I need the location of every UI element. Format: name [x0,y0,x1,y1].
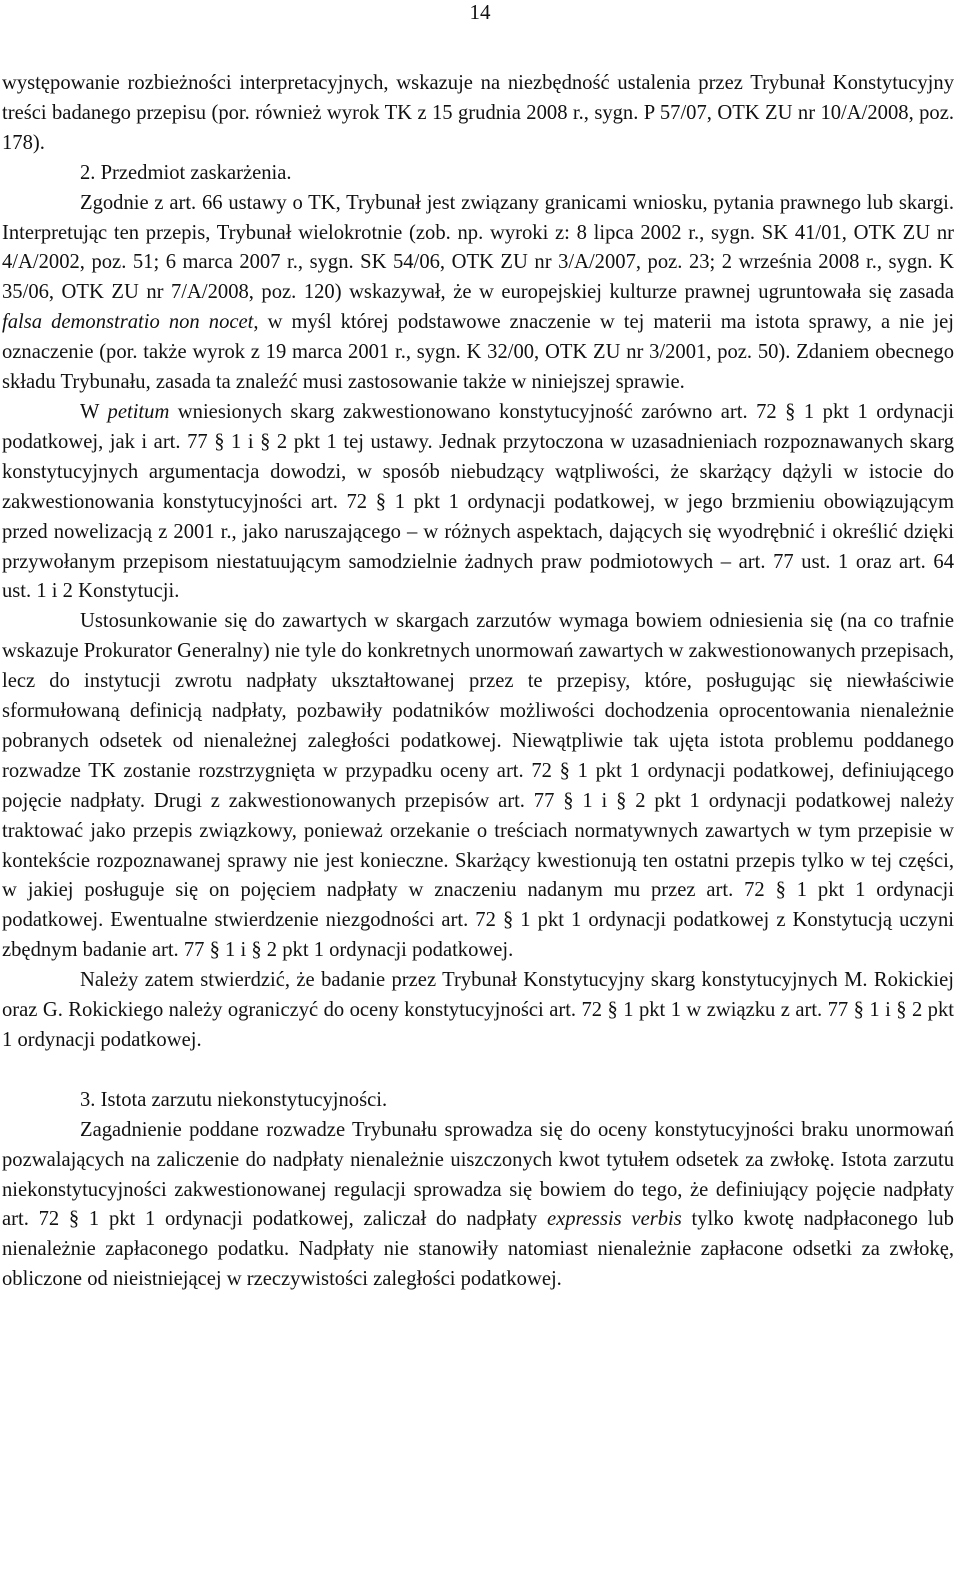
paragraph-4: Ustosunkowanie się do zawartych w skargach zarzutów wymaga bowiem odniesienia się (na co trafnie wskazuje Prokurator Generalny) nie tyle do konkretnych unormowań zawartych w zakwestionowanych przepisach, lecz do instytucji zwrotu nadpłaty ukształtowanej przez te przepisy, które, posługując się niewłaściwie sformułowaną definicją nadpłaty, pozbawiły podatników możliwości dochodzenia oprocentowania nienależnie pobranych odsetek od nienależnej zaległości podatkowej. Niewątpliwie tak ujęta istota problemu poddanego rozwadze TK zostanie rozstrzygnięta w przypadku oceny art. 72 § 1 pkt 1 ordynacji podatkowej, definiującego pojęcie nadpłaty. Drugi z zakwestionowanych przepisów art. 77 § 1 i § 2 pkt 1 ordynacji podatkowej należy traktować jako przepis związkowy, ponieważ orzekanie o treściach normatywnych zawartych w tym przepisie w kontekście rozpoznawanej sprawy nie jest konieczne. Skarżący kwestionują ten ostatni przepis tylko w tej części, w jakiej posługuje się on pojęciem nadpłaty w znaczeniu nadanym mu przez art. 72 § 1 pkt 1 ordynacji podatkowej. Ewentualne stwierdzenie niezgodności art. 72 § 1 pkt 1 ordynacji podatkowej z Konstytucją uczyni zbędnym badanie art. 77 § 1 i § 2 pkt 1 ordynacji podatkowej. [2,610,954,962]
section-heading-2: 2. Przedmiot zaskarżenia. [80,161,292,184]
paragraph-gap [2,1056,954,1086]
paragraph-1: występowanie rozbieżności interpretacyjnych, wskazuje na niezbędność ustalenia przez Trybunał Konstytucyjny treści badanego przepisu (por. również wyrok TK z 15 grudnia 2008 r., sygn. P 57/07, OTK ZU nr 10/A/2008, poz. 178). [2,72,954,154]
expressis-verbis-term: expressis verbis [546,1208,682,1231]
paragraph-2 [2,189,954,398]
document-body [2,69,954,1295]
latin-phrase: falsa demonstratio non nocet [2,311,254,334]
paragraph-3 [2,398,954,607]
paragraph-3-start: W [80,400,108,423]
section-heading-3: 3. Istota zarzutu niekonstytucyjności. [80,1088,388,1111]
paragraph-6 [2,1116,954,1295]
paragraph-2-end: , w myśl której podstawowe znaczenie w tej materii ma istota sprawy, a nie jej oznaczenie (por. także wyrok z 19 marca 2001 r., sygn. K 32/00, OTK ZU nr 3/2001, poz. 50). Zdaniem obecnego składu Trybunału, zasada ta znaleźć musi zastosowanie także w niniejszej sprawie. [2,311,954,394]
paragraph-6-end: tylko kwotę nadpłaconego lub nienależnie zapłaconego podatku. Nadpłaty nie stanowiły natomiast nienależnie zapłacone odsetki za zwłokę, obliczone od nieistniejącej w rzeczywistości zaległości podatkowej. [2,1208,954,1291]
paragraph-5: Należy zatem stwierdzić, że badanie przez Trybunał Konstytucyjny skarg konstytucyjnych M. Rokickiej oraz G. Rokickiego należy ograniczyć do oceny konstytucyjności art. 72 § 1 pkt 1 w związku z art. 77 § 1 i § 2 pkt 1 ordynacji podatkowej. [2,969,954,1051]
paragraph-2-text: Zgodnie z art. 66 ustawy o TK, Trybunał jest związany granicami wniosku, pytania prawnego lub skargi. Interpretując ten przepis, Trybunał wielokrotnie (zob. np. wyroki z: 8 lipca 2002 r., sygn. SK 41/01, OTK ZU nr 4/A/2002, poz. 51; 6 marca 2007 r., sygn. SK 54/06, OTK ZU nr 3/A/2007, poz. 23; 2 września 2008 r., sygn. K 35/06, OTK ZU nr 7/A/2008, poz. 120) wskazywał, że w europejskiej kulturze prawnej ugruntowała się zasada [2,191,954,304]
paragraph-3-end: wniesionych skarg zakwestionowano konstytucyjność zarówno art. 72 § 1 pkt 1 ordynacji podatkowej, jak i art. 77 § 1 i § 2 pkt 1 tej ustawy. Jednak przytoczona w uzasadnieniach rozpoznawanych skarg konstytucyjnych argumentacja dowodzi, w sposób niebudzący wątpliwości, że skarżący dążyli w istocie do zakwestionowania konstytucyjności art. 72 § 1 pkt 1 ordynacji podatkowej, w jego brzmieniu obowiązującym przed nowelizacją z 2001 r., jako naruszającego – w różnych aspektach, dających się wyodrębnić i określić dzięki przywołanym przepisom niestatuującym samodzielnie żadnych praw podmiotowych – art. 77 ust. 1 oraz art. 64 ust. 1 i 2 Konstytucji. [2,400,954,603]
petitum-term: petitum [107,400,170,423]
page-number: 14 [469,0,491,24]
paragraph-6-start: Zagadnienie poddane rozwadze Trybunału sprowadza się do oceny konstytucyjności braku unormowań pozwalających na zaliczenie do nadpłaty nienależnie uiszczonych kwot tytułem odsetek za zwłokę. Istota zarzutu niekonstytucyjności zakwestionowanej regulacji sprowadza się bowiem do tego, że definiujący pojęcie nadpłaty art. 72 § 1 pkt 1 ordynacji podatkowej, zaliczał do nadpłaty [2,1118,954,1231]
